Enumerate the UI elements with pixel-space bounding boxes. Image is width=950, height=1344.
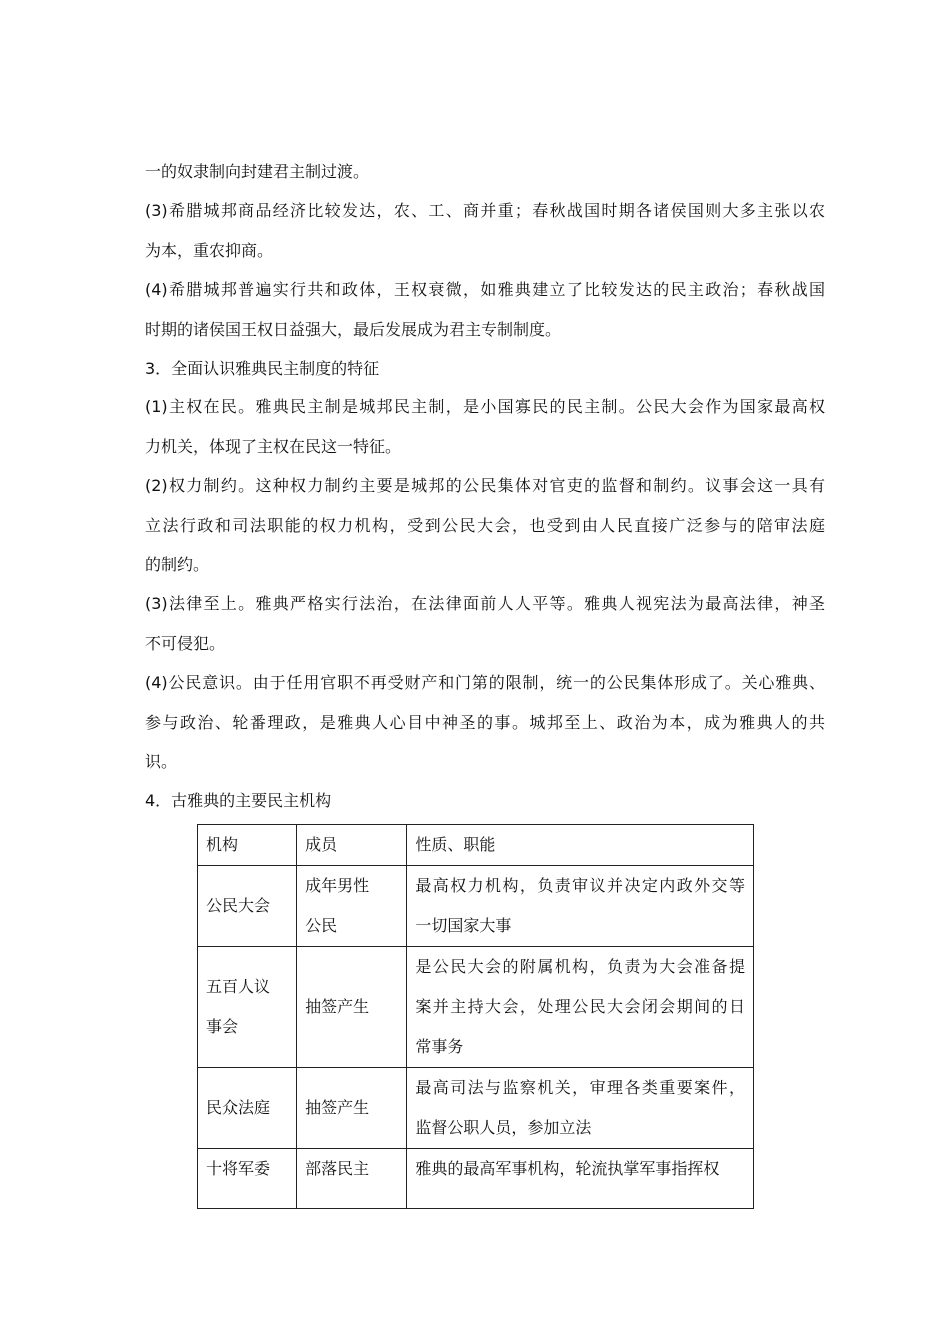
paragraph-line: (4)公民意识。由于任用官职不再受财产和门第的限制，统一的公民集体形成了。关心雅典、	[145, 673, 825, 692]
duty-cell	[407, 1149, 754, 1209]
table-header-cell: 机构	[198, 825, 297, 866]
duty-line: 常事务	[415, 1037, 464, 1056]
members-cell	[297, 1068, 407, 1149]
section-heading: 4．古雅典的主要民主机构	[145, 791, 332, 810]
duty-line: 最高权力机构，负责审议并决定内政外交等	[415, 876, 745, 895]
institution-name: 公民大会	[206, 896, 271, 915]
paragraph-line: (2)权力制约。这种权力制约主要是城邦的公民集体对官吏的监督和制约。议事会这一具有	[145, 476, 825, 495]
members-cell	[297, 866, 407, 947]
paragraph-line: (1)主权在民。雅典民主制是城邦民主制，是小国寡民的民主制。公民大会作为国家最高权	[145, 397, 825, 416]
paragraph-line: 不可侵犯。	[145, 634, 226, 653]
duty-cell	[407, 947, 754, 1068]
paragraph-line: 识。	[145, 752, 178, 771]
institution-name-cell	[198, 947, 297, 1068]
section-heading: 3．全面认识雅典民主制度的特征	[145, 359, 380, 378]
duty-line: 最高司法与监察机关，审理各类重要案件，	[415, 1078, 745, 1097]
duty-line: 是公民大会的附属机构，负责为大会准备提	[415, 957, 745, 976]
duty-cell	[407, 1068, 754, 1149]
duty-line: 案并主持大会，处理公民大会闭会期间的日	[415, 997, 745, 1016]
paragraph-line: 力机关，体现了主权在民这一特征。	[145, 437, 402, 456]
members-cell	[297, 947, 407, 1068]
members-line: 成年男性	[305, 876, 370, 895]
paragraph-line: 为本，重农抑商。	[145, 241, 274, 260]
institutions-table	[197, 824, 754, 1209]
institution-name-cell	[198, 1149, 297, 1209]
members-line: 抽签产生	[305, 1098, 370, 1117]
members-line: 抽签产生	[305, 997, 370, 1016]
paragraph-line: (4)希腊城邦普遍实行共和政体，王权衰微，如雅典建立了比较发达的民主政治；春秋战国	[145, 280, 825, 299]
paragraph-line: 的制约。	[145, 555, 210, 574]
paragraph-line: 立法行政和司法职能的权力机构，受到公民大会，也受到由人民直接广泛参与的陪审法庭	[145, 516, 825, 535]
institution-name: 民众法庭	[206, 1098, 271, 1117]
table-header-row	[198, 825, 754, 866]
paragraph-line: 参与政治、轮番理政，是雅典人心目中神圣的事。城邦至上、政治为本，成为雅典人的共	[145, 713, 825, 732]
duty-line: 监督公职人员，参加立法	[415, 1118, 592, 1137]
table-header-cell: 性质、职能	[407, 825, 754, 866]
paragraph-line: (3)法律至上。雅典严格实行法治，在法律面前人人平等。雅典人视宪法为最高法律，神圣	[145, 594, 825, 613]
table-row	[198, 947, 754, 1068]
members-cell	[297, 1149, 407, 1209]
institution-name-cell	[198, 866, 297, 947]
institution-name-cell	[198, 1068, 297, 1149]
members-line: 部落民主	[305, 1159, 370, 1178]
institution-name-line: 五百人议	[206, 977, 271, 996]
duty-line: 一切国家大事	[415, 916, 512, 935]
institution-name: 十将军委	[206, 1159, 271, 1178]
table-header-cell: 成员	[297, 825, 407, 866]
table-row	[198, 1149, 754, 1209]
institution-name-line: 事会	[206, 1017, 239, 1036]
duty-cell	[407, 866, 754, 947]
table-row	[198, 1068, 754, 1149]
table-row	[198, 866, 754, 947]
paragraph-line: (3)希腊城邦商品经济比较发达，农、工、商并重；春秋战国时期各诸侯国则大多主张以农	[145, 201, 825, 220]
paragraph-line: 一的奴隶制向封建君主制过渡。	[145, 162, 370, 181]
paragraph-line: 时期的诸侯国王权日益强大，最后发展成为君主专制制度。	[145, 320, 562, 339]
members-line: 公民	[305, 916, 338, 935]
duty-line: 雅典的最高军事机构，轮流执掌军事指挥权	[415, 1159, 720, 1178]
